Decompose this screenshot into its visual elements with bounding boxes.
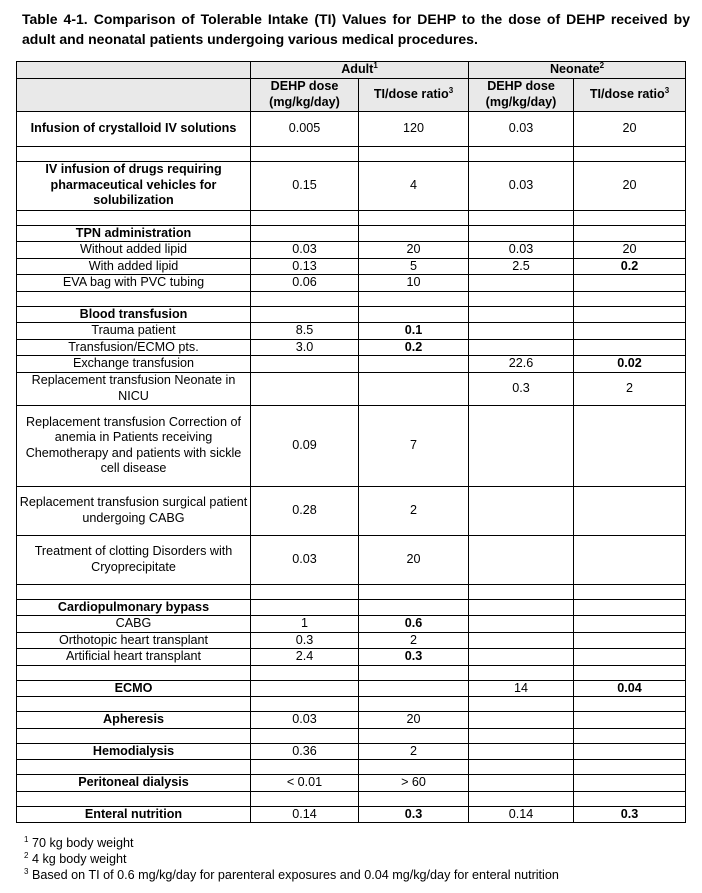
adult-dose-cell xyxy=(251,372,359,405)
empty-cell xyxy=(17,584,251,599)
empty-cell xyxy=(17,760,251,775)
adult-dose-cell: 0.03 xyxy=(251,712,359,729)
neonate-dose-cell xyxy=(469,599,574,616)
neonate-label: Neonate xyxy=(549,62,600,76)
neonate-dose-cell: 0.03 xyxy=(469,242,574,259)
adult-dose-cell: 0.03 xyxy=(251,535,359,584)
neonate-ratio-cell xyxy=(574,323,686,340)
neonate-ratio-cell xyxy=(574,486,686,535)
neonate-ratio-cell xyxy=(574,775,686,792)
table-row xyxy=(17,225,686,242)
footnote-marker: 3 xyxy=(24,866,29,876)
adult-ratio-cell: 7 xyxy=(359,405,469,486)
adult-ratio-cell: 4 xyxy=(359,161,469,210)
spacer-row xyxy=(17,584,686,599)
neonate-dose-cell xyxy=(469,339,574,356)
adult-dose-cell: 0.005 xyxy=(251,111,359,146)
empty-cell xyxy=(359,291,469,306)
adult-dose-cell: < 0.01 xyxy=(251,775,359,792)
comparison-table xyxy=(16,61,686,823)
row-label: Exchange transfusion xyxy=(17,356,251,373)
row-label: Blood transfusion xyxy=(17,306,251,323)
dose-label-line1: DEHP dose xyxy=(487,79,555,93)
footnote-marker: 2 xyxy=(24,850,29,860)
neonate-dose-cell xyxy=(469,649,574,666)
empty-cell xyxy=(359,697,469,712)
adult-dose-cell: 0.09 xyxy=(251,405,359,486)
neonate-dose-cell: 0.14 xyxy=(469,806,574,823)
ratio-footnote-ref: 3 xyxy=(664,85,670,95)
table-row xyxy=(17,616,686,633)
footnotes xyxy=(24,835,559,883)
neonate-ratio-cell: 0.02 xyxy=(574,356,686,373)
neonate-dose-cell xyxy=(469,743,574,760)
row-label: Hemodialysis xyxy=(17,743,251,760)
empty-cell xyxy=(574,791,686,806)
row-label: Orthotopic heart transplant xyxy=(17,632,251,649)
empty-cell xyxy=(469,584,574,599)
adult-ratio-cell: 0.3 xyxy=(359,806,469,823)
adult-dose-cell xyxy=(251,680,359,697)
adult-dose-cell: 0.28 xyxy=(251,486,359,535)
adult-dose-cell: 0.36 xyxy=(251,743,359,760)
neonate-ratio-cell xyxy=(574,616,686,633)
neonate-ratio-cell xyxy=(574,339,686,356)
empty-cell xyxy=(359,791,469,806)
neonate-ratio-cell: 0.3 xyxy=(574,806,686,823)
footnote xyxy=(24,867,559,883)
row-label: Enteral nutrition xyxy=(17,806,251,823)
footnote-text: Based on TI of 0.6 mg/kg/day for parenteral exposures and 0.04 mg/kg/day for enteral nutrition xyxy=(28,868,559,882)
neonate-ratio-cell xyxy=(574,632,686,649)
neonate-ratio-cell xyxy=(574,599,686,616)
adult-ratio-cell xyxy=(359,225,469,242)
empty-cell xyxy=(359,210,469,225)
adult-dose-cell: 0.15 xyxy=(251,161,359,210)
empty-cell xyxy=(469,210,574,225)
row-label: Artificial heart transplant xyxy=(17,649,251,666)
footnote xyxy=(24,851,559,867)
table-row xyxy=(17,258,686,275)
empty-cell xyxy=(359,146,469,161)
ratio-label: TI/dose ratio xyxy=(589,86,665,101)
empty-cell xyxy=(469,728,574,743)
empty-cell xyxy=(574,146,686,161)
row-label: Replacement transfusion Neonate in NICU xyxy=(17,372,251,405)
neonate-dose-cell xyxy=(469,323,574,340)
neonate-group-header xyxy=(469,62,686,79)
neonate-dose-cell xyxy=(469,616,574,633)
adult-ratio-cell: 0.1 xyxy=(359,323,469,340)
neonate-ratio-cell xyxy=(574,743,686,760)
row-label: Trauma patient xyxy=(17,323,251,340)
row-label: ECMO xyxy=(17,680,251,697)
neonate-dose-cell xyxy=(469,275,574,292)
empty-cell xyxy=(251,697,359,712)
empty-cell xyxy=(469,665,574,680)
adult-dose-cell: 3.0 xyxy=(251,339,359,356)
adult-ratio-cell xyxy=(359,356,469,373)
empty-cell xyxy=(574,210,686,225)
neonate-dose-cell xyxy=(469,632,574,649)
row-label: Replacement transfusion Correction of anemia in Patients receiving Chemotherapy and patients with sickle cell disease xyxy=(17,405,251,486)
table-row xyxy=(17,743,686,760)
adult-dose-cell: 8.5 xyxy=(251,323,359,340)
neonate-dose-cell: 2.5 xyxy=(469,258,574,275)
neonate-ratio-cell xyxy=(574,306,686,323)
neonate-dose-cell xyxy=(469,225,574,242)
neonate-ratio-header xyxy=(574,78,686,111)
neonate-ratio-cell: 20 xyxy=(574,242,686,259)
table-row xyxy=(17,599,686,616)
neonate-footnote-ref: 2 xyxy=(599,61,605,70)
table-row xyxy=(17,775,686,792)
neonate-ratio-cell xyxy=(574,275,686,292)
table-body xyxy=(17,111,686,823)
footnote-marker: 1 xyxy=(24,834,29,844)
adult-ratio-cell: 0.6 xyxy=(359,616,469,633)
table-row xyxy=(17,712,686,729)
table-row xyxy=(17,323,686,340)
table-row xyxy=(17,649,686,666)
adult-ratio-cell: > 60 xyxy=(359,775,469,792)
empty-cell xyxy=(251,728,359,743)
empty-cell xyxy=(359,760,469,775)
dose-label-line1: DEHP dose xyxy=(270,79,339,93)
empty-cell xyxy=(251,584,359,599)
adult-dose-cell: 2.4 xyxy=(251,649,359,666)
empty-cell xyxy=(469,146,574,161)
group-header-row xyxy=(17,62,686,79)
footnote-text: 70 kg body weight xyxy=(28,836,134,850)
adult-ratio-cell: 10 xyxy=(359,275,469,292)
table-title: Table 4-1. Comparison of Tolerable Intake (TI) Values for DEHP to the dose of DEHP received by adult and neonatal patients undergoing various medical procedures. xyxy=(22,11,690,47)
adult-dose-cell: 0.03 xyxy=(251,242,359,259)
row-label: IV infusion of drugs requiring pharmaceutical vehicles for solubilization xyxy=(17,161,251,210)
adult-dose-cell xyxy=(251,225,359,242)
neonate-ratio-cell xyxy=(574,712,686,729)
empty-cell xyxy=(17,210,251,225)
neonate-dose-cell: 22.6 xyxy=(469,356,574,373)
row-label: Replacement transfusion surgical patient undergoing CABG xyxy=(17,486,251,535)
dose-label-line2: (mg/kg/day) xyxy=(269,94,340,109)
neonate-dose-cell xyxy=(469,535,574,584)
adult-ratio-cell xyxy=(359,306,469,323)
adult-dose-cell xyxy=(251,599,359,616)
empty-cell xyxy=(574,697,686,712)
table-row xyxy=(17,306,686,323)
empty-cell xyxy=(251,146,359,161)
empty-cell xyxy=(574,728,686,743)
empty-cell xyxy=(469,697,574,712)
neonate-dose-cell xyxy=(469,775,574,792)
empty-cell xyxy=(469,791,574,806)
adult-ratio-cell: 2 xyxy=(359,486,469,535)
footnote-text: 4 kg body weight xyxy=(28,852,127,866)
adult-ratio-cell: 0.2 xyxy=(359,339,469,356)
row-label: Infusion of crystalloid IV solutions xyxy=(17,111,251,146)
adult-ratio-cell: 0.3 xyxy=(359,649,469,666)
neonate-ratio-cell: 20 xyxy=(574,111,686,146)
table-row xyxy=(17,680,686,697)
adult-ratio-cell xyxy=(359,680,469,697)
adult-ratio-cell xyxy=(359,599,469,616)
empty-cell xyxy=(17,697,251,712)
neonate-ratio-cell xyxy=(574,535,686,584)
table-row xyxy=(17,356,686,373)
table-row xyxy=(17,405,686,486)
adult-ratio-cell: 20 xyxy=(359,712,469,729)
empty-cell xyxy=(359,665,469,680)
empty-cell xyxy=(17,665,251,680)
neonate-ratio-cell: 0.04 xyxy=(574,680,686,697)
empty-cell xyxy=(17,728,251,743)
adult-ratio-cell: 2 xyxy=(359,632,469,649)
dose-label-line2: (mg/kg/day) xyxy=(485,94,557,109)
adult-dose-cell: 0.3 xyxy=(251,632,359,649)
adult-dose-cell xyxy=(251,356,359,373)
table-row xyxy=(17,372,686,405)
neonate-dose-cell: 14 xyxy=(469,680,574,697)
adult-ratio-cell xyxy=(359,372,469,405)
table-row xyxy=(17,275,686,292)
spacer-row xyxy=(17,697,686,712)
adult-ratio-cell: 2 xyxy=(359,743,469,760)
adult-ratio-cell: 20 xyxy=(359,242,469,259)
neonate-ratio-cell xyxy=(574,405,686,486)
empty-cell xyxy=(251,291,359,306)
footnote xyxy=(24,835,559,851)
neonate-dose-cell xyxy=(469,712,574,729)
neonate-ratio-cell xyxy=(574,225,686,242)
spacer-row xyxy=(17,665,686,680)
empty-cell xyxy=(359,584,469,599)
adult-label: Adult xyxy=(341,62,374,76)
adult-dose-cell: 0.06 xyxy=(251,275,359,292)
header-corner-cell xyxy=(17,62,251,79)
row-label: Without added lipid xyxy=(17,242,251,259)
empty-cell xyxy=(574,584,686,599)
adult-ratio-cell: 5 xyxy=(359,258,469,275)
neonate-dose-cell xyxy=(469,486,574,535)
adult-dose-cell: 0.14 xyxy=(251,806,359,823)
neonate-ratio-cell: 0.2 xyxy=(574,258,686,275)
row-label: TPN administration xyxy=(17,225,251,242)
neonate-ratio-cell: 2 xyxy=(574,372,686,405)
column-header-row xyxy=(17,78,686,111)
empty-cell xyxy=(359,728,469,743)
neonate-dose-cell xyxy=(469,306,574,323)
row-label: Treatment of clotting Disorders with Cryoprecipitate xyxy=(17,535,251,584)
spacer-row xyxy=(17,760,686,775)
adult-footnote-ref: 1 xyxy=(373,61,378,70)
table-row xyxy=(17,339,686,356)
spacer-row xyxy=(17,791,686,806)
empty-cell xyxy=(17,146,251,161)
row-label: Transfusion/ECMO pts. xyxy=(17,339,251,356)
ratio-label: TI/dose ratio xyxy=(373,86,449,101)
row-label: Cardiopulmonary bypass xyxy=(17,599,251,616)
adult-dose-cell: 0.13 xyxy=(251,258,359,275)
adult-dose-cell: 1 xyxy=(251,616,359,633)
neonate-dose-cell: 0.03 xyxy=(469,161,574,210)
empty-cell xyxy=(469,291,574,306)
empty-cell xyxy=(574,291,686,306)
spacer-row xyxy=(17,146,686,161)
empty-cell xyxy=(251,665,359,680)
adult-group-header xyxy=(251,62,469,79)
empty-cell xyxy=(17,791,251,806)
row-label: Apheresis xyxy=(17,712,251,729)
empty-cell xyxy=(251,791,359,806)
spacer-row xyxy=(17,728,686,743)
empty-cell xyxy=(17,291,251,306)
spacer-row xyxy=(17,210,686,225)
neonate-ratio-cell: 20 xyxy=(574,161,686,210)
adult-dose-header xyxy=(251,78,359,111)
row-label: With added lipid xyxy=(17,258,251,275)
ratio-footnote-ref: 3 xyxy=(448,85,454,95)
table-row xyxy=(17,632,686,649)
neonate-dose-cell: 0.3 xyxy=(469,372,574,405)
adult-ratio-cell: 120 xyxy=(359,111,469,146)
row-label: Peritoneal dialysis xyxy=(17,775,251,792)
empty-cell xyxy=(574,665,686,680)
row-label: CABG xyxy=(17,616,251,633)
table-row xyxy=(17,806,686,823)
empty-cell xyxy=(574,760,686,775)
table-row xyxy=(17,535,686,584)
neonate-dose-cell: 0.03 xyxy=(469,111,574,146)
empty-cell xyxy=(469,760,574,775)
neonate-ratio-cell xyxy=(574,649,686,666)
adult-dose-cell xyxy=(251,306,359,323)
adult-ratio-cell: 20 xyxy=(359,535,469,584)
table-row xyxy=(17,242,686,259)
table-row xyxy=(17,161,686,210)
row-label: EVA bag with PVC tubing xyxy=(17,275,251,292)
neonate-dose-header xyxy=(469,78,574,111)
table-row xyxy=(17,111,686,146)
empty-cell xyxy=(251,210,359,225)
neonate-dose-cell xyxy=(469,405,574,486)
spacer-row xyxy=(17,291,686,306)
table-row xyxy=(17,486,686,535)
header-blank-cell xyxy=(17,78,251,111)
empty-cell xyxy=(251,760,359,775)
adult-ratio-header xyxy=(359,78,469,111)
